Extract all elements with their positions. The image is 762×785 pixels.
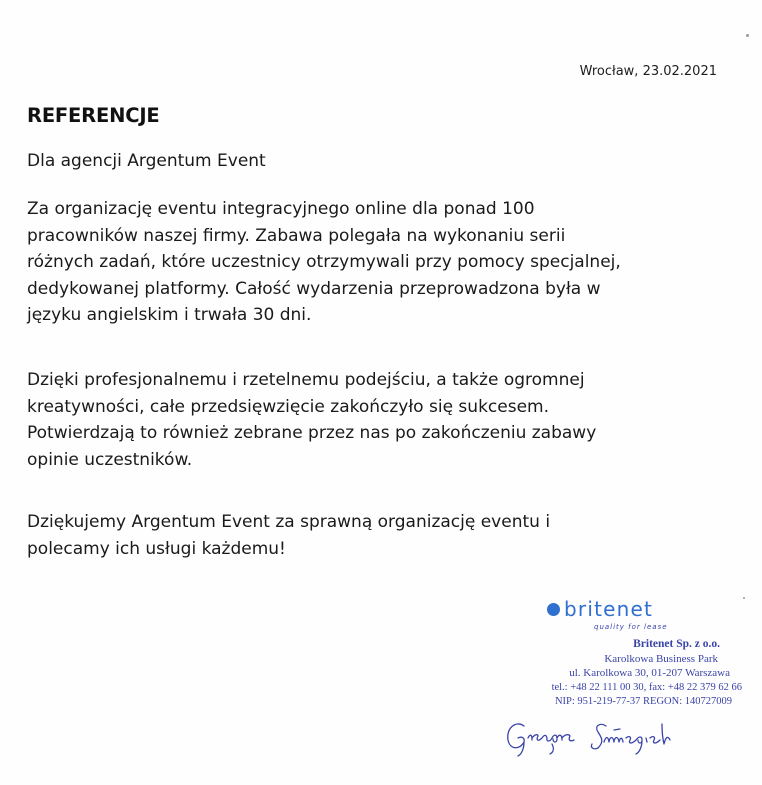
letter-title: REFERENCJE — [27, 104, 160, 127]
signature-icon — [502, 714, 732, 760]
letter-date: Wrocław, 23.02.2021 — [579, 64, 717, 79]
scan-speck — [743, 597, 745, 599]
paragraph-success — [27, 367, 747, 473]
paragraph-line: Za organizację eventu integracyjnego online dla ponad 100 — [27, 199, 535, 219]
stamp-company-name: Britenet Sp. z o.o. — [633, 638, 720, 650]
britenet-logo — [547, 596, 653, 622]
logo-text: britenet — [564, 597, 654, 621]
paragraph-event-description — [27, 196, 747, 329]
stamp-phone-fax: tel.: +48 22 111 00 30, fax: +48 22 379 62 66 — [551, 682, 742, 693]
paragraph-line: różnych zadań, które uczestnicy otrzymywali przy pomocy specjalnej, — [27, 252, 621, 272]
paragraph-line: Dzięki profesjonalnemu i rzetelnemu podejściu, a także ogromnej — [27, 370, 585, 390]
stamp-park: Karolkowa Business Park — [604, 653, 718, 665]
paragraph-line: opinie uczestników. — [27, 449, 193, 470]
scan-speck — [746, 34, 749, 37]
handwritten-signature — [502, 714, 732, 760]
paragraph-line: pracowników naszej firmy. Zabawa polegała na wykonaniu serii — [27, 225, 566, 246]
paragraph-line: polecamy ich usługi każdemu! — [27, 538, 286, 559]
paragraph-line: języku angielskim i trwała 30 dni. — [27, 305, 312, 325]
paragraph-line: kreatywności, całe przedsięwzięcie zakończyło się sukcesem. — [27, 396, 549, 417]
letter-recipient: Dla agencji Argentum Event — [27, 151, 266, 171]
logo-tagline: quality for lease — [594, 623, 668, 631]
paragraph-line: Potwierdzają to również zebrane przez nas po zakończeniu zabawy — [27, 423, 597, 443]
company-stamp — [472, 596, 754, 776]
paragraph-line: dedykowanej platformy. Całość wydarzenia przeprowadzona była w — [27, 278, 601, 299]
stamp-tax-ids: NIP: 951-219-77-37 REGON: 140727009 — [554, 696, 732, 707]
stamp-address: ul. Karolkowa 30, 01-207 Warszawa — [569, 667, 730, 679]
paragraph-thanks — [27, 509, 747, 562]
paragraph-line: Dziękujemy Argentum Event za sprawną organizację eventu i — [27, 512, 551, 532]
logo-dot-icon — [547, 603, 560, 616]
